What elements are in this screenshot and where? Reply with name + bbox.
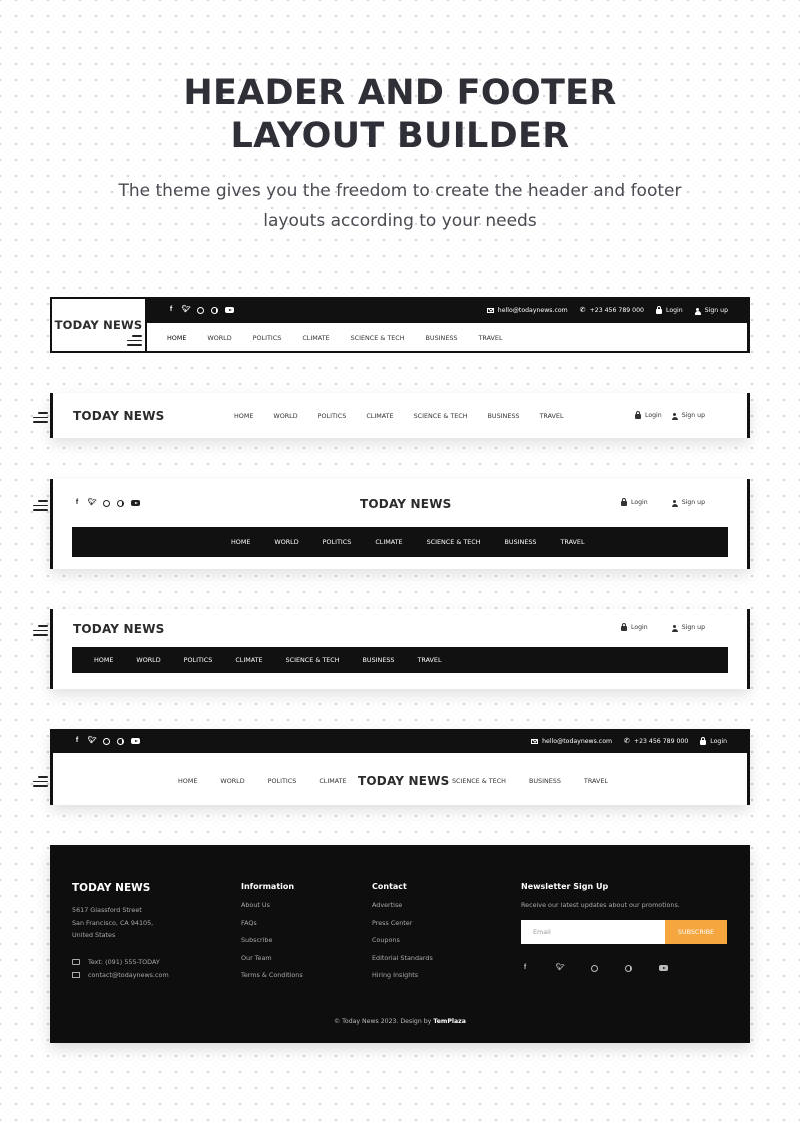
footer-col-contact [372,882,433,985]
footer-link[interactable]: FAQs [241,918,257,927]
lock-icon [621,501,627,506]
footer-email-text: contact@todaynews.com [88,971,169,979]
main-nav [231,538,585,546]
site-logo[interactable]: TODAY NEWS [54,318,143,332]
nav-politics[interactable]: POLITICS [252,334,282,342]
signup-link[interactable] [672,499,705,506]
page-title-line-1: HEADER AND FOOTER [183,73,617,113]
auth-links [621,624,705,631]
phone-text: +23 456 789 000 [589,306,644,314]
login-text: Login [630,499,648,506]
nav-home[interactable]: HOME [167,334,187,342]
nav-politics[interactable]: POLITICS [267,777,297,785]
email-link[interactable] [531,738,612,745]
menu-icon[interactable] [33,625,48,636]
nav-travel[interactable]: TRAVEL [539,412,564,420]
newsletter-text: Receive our latest updates about our promotions. [521,901,680,909]
menu-icon[interactable] [33,500,48,511]
twitter-icon[interactable]: 🐦︎ [87,737,97,744]
nav-climate[interactable]: CLIMATE [375,538,403,546]
email-text: hello@todaynews.com [542,737,613,745]
page-subtitle [110,176,690,236]
login-link[interactable] [621,624,648,631]
main-nav [167,334,503,342]
login-link[interactable] [700,738,727,745]
youtube-icon[interactable] [131,738,140,744]
topbar-contact [487,306,728,314]
nav-business[interactable]: BUSINESS [528,777,561,785]
footer-link[interactable]: About Us [241,901,270,909]
login-text: Login [665,306,683,314]
nav-science-tech[interactable]: SCIENCE & TECH [426,538,481,546]
nav-science-tech[interactable]: SCIENCE & TECH [350,334,405,342]
facebook-icon[interactable]: f [169,306,173,313]
nav-climate[interactable]: CLIMATE [302,334,330,342]
copyright-text: © Today News 2023. Design by [334,1018,432,1025]
address-line: San Francisco, CA 94105, [72,918,154,927]
signup-text: Sign up [681,412,705,419]
auth-links [635,412,705,419]
facebook-icon[interactable]: f [75,737,79,744]
address-line: United States [72,931,116,940]
user-icon [672,500,678,507]
facebook-icon[interactable]: f [523,964,527,971]
phone-icon: ✆ [624,737,630,745]
topbar-contact [531,737,727,745]
main-nav-right [452,777,608,785]
youtube-icon[interactable] [131,500,140,506]
nav-world[interactable]: WORLD [220,777,245,785]
page-title-line-2: LAYOUT BUILDER [230,116,570,156]
twitter-icon[interactable]: 🐦︎ [181,306,191,313]
nav-world[interactable]: WORLD [207,334,232,342]
nav-science-tech[interactable]: SCIENCE & TECH [285,656,340,664]
lock-icon [621,626,627,631]
main-nav-left [178,777,347,785]
menu-icon[interactable] [33,412,48,423]
nav-climate[interactable]: CLIMATE [235,656,263,664]
github-icon[interactable] [591,965,598,972]
nav-travel[interactable]: TRAVEL [560,538,585,546]
github-icon[interactable] [103,500,110,507]
nav-home[interactable]: HOME [234,412,254,420]
footer-link[interactable]: Terms & Conditions [241,971,303,979]
signup-text: Sign up [681,499,705,506]
nav-travel[interactable]: TRAVEL [478,334,503,342]
footer-layout [50,845,750,1043]
social-links [73,499,140,507]
youtube-icon[interactable] [225,307,234,313]
page-subtitle-line-2: layouts according to your needs [263,211,537,231]
lock-icon [700,740,706,745]
signup-link[interactable] [672,412,705,419]
footer-link[interactable]: Hiring Insights [372,971,419,979]
login-link[interactable] [656,307,683,314]
dribbble-icon[interactable] [211,307,218,314]
signup-text: Sign up [681,624,705,631]
footer-email[interactable] [72,969,169,982]
newsletter-title: Newsletter Sign Up [521,882,609,891]
copyright [50,1018,750,1025]
site-logo[interactable]: TODAY NEWS [360,497,452,511]
phone-link[interactable] [580,306,644,314]
page-title [0,72,800,158]
main-nav [234,412,564,420]
nav-politics[interactable]: POLITICS [322,538,352,546]
nav-world[interactable]: WORLD [274,538,299,546]
nav-climate[interactable]: CLIMATE [366,412,394,420]
login-text: Login [630,624,648,631]
twitter-icon[interactable]: 🐦︎ [87,499,97,506]
footer-logo[interactable]: TODAY NEWS [72,882,151,894]
nav-business[interactable]: BUSINESS [425,334,458,342]
page-subtitle-line-1: The theme gives you the freedom to create the header and footer [118,181,682,201]
nav-business[interactable]: BUSINESS [362,656,395,664]
nav-home[interactable]: HOME [178,777,198,785]
lock-icon [656,309,662,314]
mail-icon [531,739,538,744]
header-layout-4 [50,609,750,689]
user-icon [672,413,678,420]
main-nav [94,656,442,664]
phone-text: +23 456 789 000 [633,737,689,745]
menu-icon[interactable] [127,335,142,346]
footer-social-links [521,964,668,972]
nav-travel[interactable]: TRAVEL [417,656,442,664]
lock-icon [635,414,641,419]
site-logo[interactable]: TODAY NEWS [73,622,165,636]
footer-link[interactable]: Coupons [372,936,400,944]
twitter-icon[interactable]: 🐦︎ [555,964,565,971]
email-link[interactable] [487,307,568,314]
youtube-icon[interactable] [659,965,668,971]
footer-link[interactable]: Advertise [372,901,403,909]
chat-icon [72,959,80,965]
footer-col-title: Information [241,882,295,891]
login-link[interactable] [621,499,648,506]
nav-science-tech[interactable]: SCIENCE & TECH [452,777,506,785]
header-layout-5 [50,729,750,805]
nav-climate[interactable]: CLIMATE [319,777,347,785]
login-link[interactable] [635,412,662,419]
login-text: Login [644,412,662,419]
dribbble-icon[interactable] [625,965,632,972]
login-text: Login [710,737,727,745]
user-icon [672,625,678,632]
footer-col-title: Contact [372,882,407,891]
site-logo[interactable]: TODAY NEWS [358,774,450,788]
signup-link[interactable] [672,624,705,631]
nav-politics[interactable]: POLITICS [183,656,213,664]
signup-text: Sign up [704,306,728,314]
topbar [53,729,747,753]
header-layout-1 [50,297,750,353]
dribbble-icon[interactable] [117,500,124,507]
subscribe-button[interactable]: SUBSCRIBE [665,920,727,944]
mail-icon [72,972,80,978]
footer-link[interactable]: Press Center [372,918,413,927]
nav-business[interactable]: BUSINESS [487,412,520,420]
nav-home[interactable]: HOME [231,538,251,546]
user-icon [695,308,701,315]
facebook-icon[interactable]: f [75,499,79,506]
footer-link[interactable]: Subscribe [241,936,273,944]
designer-link[interactable]: TemPlaza [433,1018,466,1025]
phone-icon: ✆ [579,306,586,314]
github-icon[interactable] [197,307,204,314]
footer-link[interactable]: Our Team [241,953,272,962]
nav-home[interactable]: HOME [94,656,114,664]
nav-politics[interactable]: POLITICS [317,412,347,420]
social-links [73,737,140,745]
nav-business[interactable]: BUSINESS [504,538,537,546]
social-links [167,306,234,314]
footer-phone-text: Text: (091) 555-TODAY [88,958,160,966]
nav-world[interactable]: WORLD [136,656,161,664]
github-icon[interactable] [103,738,110,745]
nav-science-tech[interactable]: SCIENCE & TECH [413,412,468,420]
nav-world[interactable]: WORLD [273,412,298,420]
footer-phone[interactable] [72,956,160,969]
newsletter-email-input[interactable]: Email [521,920,665,944]
dribbble-icon[interactable] [117,738,124,745]
footer-col-information [241,882,303,985]
footer-link[interactable]: Editorial Standards [372,953,433,962]
navbar [72,527,728,557]
auth-links [621,499,705,506]
topbar [147,297,750,323]
header-layout-3 [50,479,750,569]
site-logo[interactable]: TODAY NEWS [73,409,165,423]
nav-travel[interactable]: TRAVEL [583,777,608,785]
email-text: hello@todaynews.com [497,306,568,314]
mail-icon [487,308,494,313]
address-line: 5617 Glassford Street [72,906,142,914]
navbar [72,647,728,673]
menu-icon[interactable] [33,776,48,787]
signup-link[interactable] [695,307,728,314]
header-layout-2 [50,393,750,438]
phone-link[interactable] [624,737,688,745]
footer-address [72,904,153,942]
search-icon[interactable] [60,662,67,669]
navbar [147,323,750,353]
